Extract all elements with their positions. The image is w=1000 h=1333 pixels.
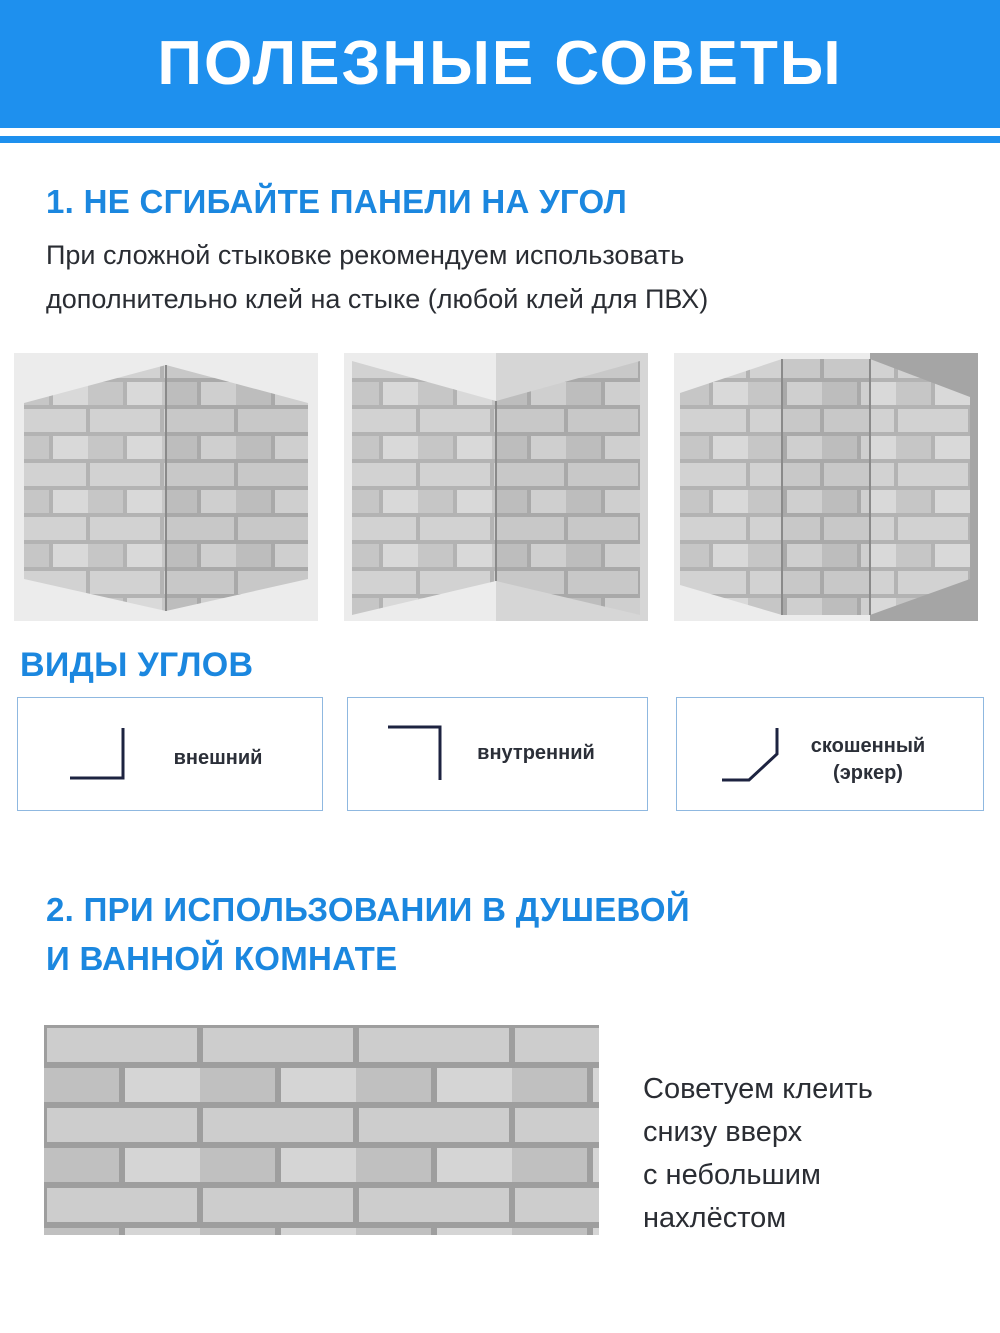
corner-type-outer <box>17 697 323 811</box>
inner-corner-icon <box>386 724 446 782</box>
header-divider <box>0 136 1000 143</box>
corner-type-bevel <box>676 697 984 811</box>
tip2-advice-line3: с небольшим <box>643 1159 821 1191</box>
photo-inner-corner <box>344 353 648 621</box>
tip2-advice-line1: Советуем клеить <box>643 1073 873 1105</box>
tip1-title: 1. НЕ СГИБАЙТЕ ПАНЕЛИ НА УГОЛ <box>46 183 628 220</box>
tip2-title-line1: 2. ПРИ ИСПОЛЬЗОВАНИИ В ДУШЕВОЙ <box>46 891 690 928</box>
corner-type-inner <box>347 697 648 811</box>
outer-corner-icon <box>68 726 128 784</box>
photo-wall-panel <box>44 1025 599 1235</box>
photo-bevel-corner <box>674 353 978 621</box>
bevel-corner-icon <box>719 726 783 784</box>
tip2-advice-line2: снизу вверх <box>643 1116 803 1148</box>
corner-label-outer: внешний <box>173 747 263 769</box>
corner-label-bevel-line1: скошенный <box>810 735 926 757</box>
corner-label-bevel-line2: (эркер) <box>833 762 903 784</box>
corner-label-inner: внутренний <box>477 742 595 764</box>
tip2-advice-line4: нахлёстом <box>643 1202 787 1234</box>
photo-outer-corner <box>14 353 318 621</box>
page-title: ПОЛЕЗНЫЕ СОВЕТЫ <box>157 29 843 98</box>
tip1-text-line1: При сложной стыковке рекомендуем использовать <box>46 240 685 270</box>
tip2-title-line2: И ВАННОЙ КОМНАТЕ <box>46 940 398 977</box>
corners-title: ВИДЫ УГЛОВ <box>20 646 254 684</box>
tip2-advice <box>643 1068 973 1240</box>
tip1-text-line2: дополнительно клей на стыке (любой клей для ПВХ) <box>46 284 709 314</box>
